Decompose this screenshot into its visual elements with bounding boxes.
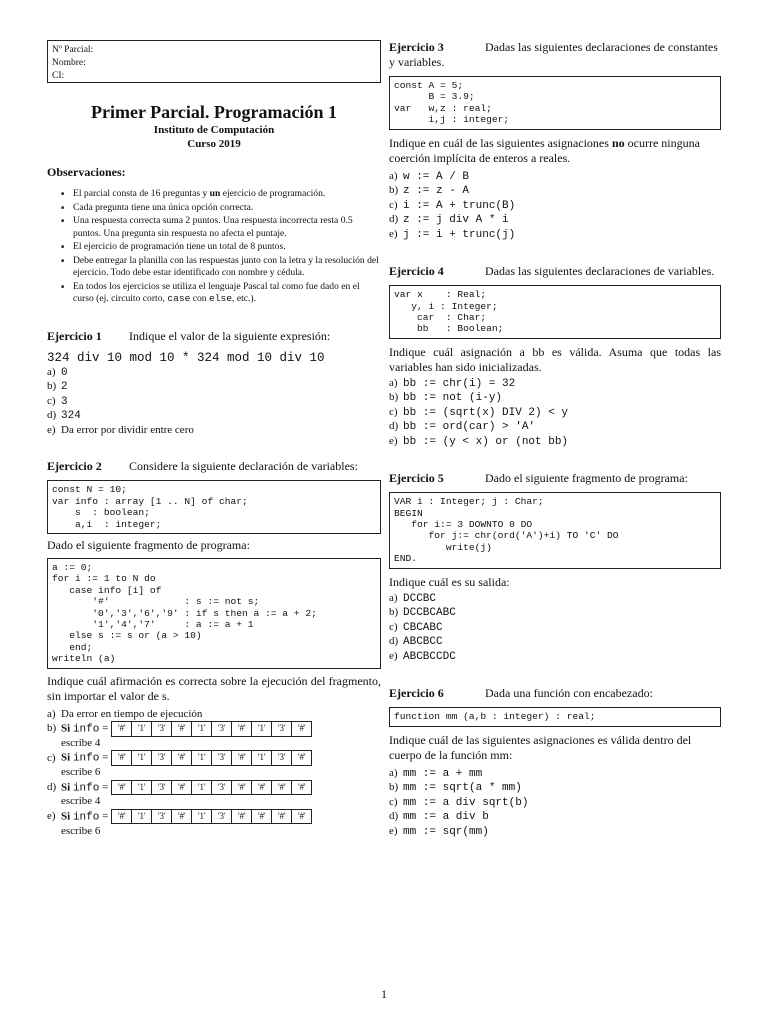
info-array [111,780,312,796]
exercise-2-mid-text: Dado el siguiente fragmento de programa: [47,537,250,552]
option-text: ABCBCC [403,636,443,649]
exam-title: Primer Parcial. Programación 1 [91,102,337,122]
exercise-1-label: Ejercicio 1 [47,328,102,343]
option-label: b) [389,606,399,619]
info-array [111,721,312,737]
option-a: a) Da error en tiempo de ejecución [47,707,203,720]
exercise-2-question: Indique cuál afirmación es correcta sobre la ejecución del fragmento, sin importar el valor de s. [47,673,381,703]
exercise-2-header [47,459,381,474]
option-text: mm := a div b [403,811,489,824]
array-cell: '#' [232,751,252,766]
option-label: e) [389,824,398,837]
option-label: d) [389,420,399,433]
option-text: Da error en tiempo de ejecución [61,707,203,720]
option-item [389,435,721,450]
option-text: 3 [61,395,68,408]
observations-list [47,188,381,305]
option-label: b) [47,380,57,393]
exercise-4-options [389,377,721,450]
array-cell: '1' [132,722,152,737]
info-var: info [72,811,100,824]
option-label: e) [389,434,398,447]
option-label: c) [389,795,398,808]
exercise-6-prompt: Dada una función con encabezado: [485,686,653,701]
exercise-1-expression: 324 div 10 mod 10 * 324 mod 10 div 10 [47,350,325,365]
option-label: d) [47,780,57,793]
option-item [389,213,721,228]
exercise-5-prompt: Dado el siguiente fragmento de programa: [485,471,688,486]
student-info-box [47,40,381,83]
info-array [111,809,312,825]
escribe-word: escribe [61,795,95,808]
si-word: Si [61,810,71,823]
escribe-word: escribe [61,736,95,749]
exam-title-block [47,101,381,151]
array-cell: '3' [212,780,232,795]
option-label: c) [389,405,398,418]
right-column [389,40,721,839]
exercise-3-label: Ejercicio 3 [389,40,444,54]
array-cell: '3' [152,780,172,795]
array-option [47,750,381,766]
observation-item: ■ El ejercicio de programación tiene un total de 8 puntos. [61,241,381,253]
option-label: d) [389,635,399,648]
array-option [47,721,381,737]
option-label: a) [389,591,398,604]
option-label: a) [389,376,398,389]
option-item [389,810,721,825]
si-word: Si [61,722,71,735]
exercise-5-options [389,592,721,665]
array-cell: '#' [232,722,252,737]
array-cell: '3' [272,722,292,737]
option-label: c) [389,620,398,633]
option-item [389,391,721,406]
nombre-field: Nombre: [52,58,86,68]
writes-line [47,766,381,780]
writes-line [47,795,381,809]
option-label: a) [47,365,56,378]
option-item [389,650,721,665]
option-item [47,424,381,438]
exercise-4-prompt: Dadas las siguientes declaraciones de variables. [485,264,715,279]
observation-item: ■ Cada pregunta tiene una única opción correcta. [61,202,381,214]
option-item [389,420,721,435]
option-label: e) [389,227,398,240]
option-text: mm := a div sqrt(b) [403,796,529,809]
parcial-field: Nº Parcial: [52,45,94,55]
option-label: e) [47,423,56,436]
written-value: 6 [94,766,101,779]
option-text: Da error por dividir entre cero [61,423,194,436]
option-text: bb := chr(i) = 32 [403,377,516,390]
array-cell: '1' [192,722,212,737]
exercise-2-declarations: const N = 10; var info : array [1 .. N] of char; s : boolean; a,i : integer; [47,480,381,534]
option-label: e) [389,649,398,662]
institute-name: Instituto de Computación [153,124,275,136]
array-cell: '#' [232,809,252,824]
info-var: info [72,781,100,794]
option-text: mm := a + mm [403,767,483,780]
array-cell: '3' [152,809,172,824]
option-item [47,380,381,395]
exercise-2-code: a := 0; for i := 1 to N do case info [i] of '#' : s := not s; '0','3','6','9' : if s then a := a + 2; '1','4','7' : a := a + 1 else s := s or (a > 10) end; writeln (a) [47,558,381,669]
option-label: b) [389,781,399,794]
observations-heading: Observaciones: [47,165,126,179]
ci-field: CI: [52,71,65,81]
option-item [389,606,721,621]
written-value: 4 [94,795,101,808]
page-number: 1 [381,987,387,1001]
option-label: b) [389,391,399,404]
writes-line [47,737,381,751]
array-cell: '1' [252,722,272,737]
option-item [389,184,721,199]
array-cell: '1' [252,751,272,766]
exercise-2-options [47,708,381,839]
exercise-5-label: Ejercicio 5 [389,471,444,486]
option-label: a) [389,169,398,182]
array-cell: '3' [152,751,172,766]
exercise-5-question: Indique cuál es su salida: [389,574,510,589]
option-item [389,796,721,811]
option-item [47,366,381,381]
option-label: c) [389,198,398,211]
option-item [389,767,721,782]
option-text: z := z - A [403,185,470,198]
array-cell: '1' [192,780,212,795]
observation-item: ■ Una respuesta correcta suma 2 puntos. Una respuesta incorrecta resta 0.5 puntos. Una pregunta sin respuesta no afecta el puntaje. [61,215,381,239]
exercise-6-question: Indique cuál de las siguientes asignaciones es válida dentro del cuerpo de la función mm: [389,732,692,762]
escribe-word: escribe [61,766,95,779]
option-item [47,409,381,424]
option-text: 0 [61,366,68,379]
array-cell: '#' [272,809,292,824]
option-text: ABCBCCDC [403,650,456,663]
array-cell: '1' [132,751,152,766]
array-cell: '3' [212,809,232,824]
writes-line [47,825,381,839]
left-column [47,40,381,838]
exercise-5-header [389,471,721,486]
option-label: b) [47,722,57,735]
option-text: j := i + trunc(j) [403,228,516,241]
written-value: 4 [94,736,101,749]
option-item [389,199,721,214]
option-label: d) [389,213,399,226]
info-var: info [72,723,100,736]
equals: = [102,722,109,735]
exercise-3-question: Indique en cuál de las siguientes asignaciones no ocurre ninguna coerción implícita de enteros a reales. [389,135,700,165]
option-text: 2 [61,381,68,394]
array-option [47,780,381,796]
option-item [389,621,721,636]
option-item [389,406,721,421]
array-cell: '#' [112,722,132,737]
exercise-1-prompt: Indique el valor de la siguiente expresión: [129,328,331,343]
option-text: mm := sqrt(a * mm) [403,782,522,795]
array-cell: '#' [272,780,292,795]
array-option [47,809,381,825]
array-cell: '1' [192,751,212,766]
option-item [389,592,721,607]
exercise-6-header [389,686,721,701]
option-text: mm := sqr(mm) [403,825,489,838]
option-item [389,825,721,840]
option-text: bb := ord(car) > 'A' [403,421,536,434]
exercise-4-header [389,264,721,279]
si-word: Si [61,780,71,793]
option-item [389,781,721,796]
array-cell: '#' [292,722,312,737]
info-array [111,750,312,766]
option-text: w := A / B [403,170,470,183]
array-options [47,721,381,838]
option-label: c) [47,394,56,407]
array-cell: '3' [272,751,292,766]
equals: = [102,810,109,823]
escribe-word: escribe [61,824,95,837]
array-cell: '#' [292,751,312,766]
exercise-2-label: Ejercicio 2 [47,459,102,474]
info-var: info [72,752,100,765]
exercise-3-prompt: Dadas las siguientes declaraciones de constantes y variables. [389,40,718,69]
exercise-3-code: const A = 5; B = 3.9; var w,z : real; i,j : integer; [389,76,721,130]
array-cell: '#' [252,809,272,824]
option-text: CBCABC [403,621,443,634]
option-text: z := j div A * i [403,214,509,227]
exercise-4-code: var x : Real; y, i : Integer; car : Char; bb : Boolean; [389,285,721,339]
option-text: DCCBCABC [403,607,456,620]
exercise-2-prompt: Considere la siguiente declaración de variables: [129,459,358,474]
array-cell: '3' [152,722,172,737]
exercise-6-options [389,767,721,840]
observation-item: ■ En todos los ejercicios se utiliza el lenguaje Pascal tal como fue dado en el curso (ej. circuito corto, case con else, etc.). [61,281,381,305]
option-text: bb := (sqrt(x) DIV 2) < y [403,406,569,419]
array-cell: '#' [112,751,132,766]
option-item [389,170,721,185]
exercise-4-question: Indique cuál asignación a bb es válida. Asuma que todas las variables han sido inicializadas. [389,344,721,374]
exercise-6-code: function mm (a,b : integer) : real; [389,707,721,726]
option-item [389,377,721,392]
option-text: 324 [61,410,81,423]
exercise-1-header [47,329,381,344]
option-label: a) [389,766,398,779]
exercise-6-label: Ejercicio 6 [389,686,444,701]
course-year: Curso 2019 [187,138,241,150]
option-label: d) [47,409,57,422]
option-text: bb := not (i-y) [403,392,503,405]
observation-item: ■ El parcial consta de 16 preguntas y un ejercicio de programación. [61,188,381,200]
option-label: d) [389,810,399,823]
array-cell: '#' [232,780,252,795]
exercise-3-header [389,40,721,70]
option-label: b) [389,184,399,197]
array-cell: '1' [192,809,212,824]
option-text: i := A + trunc(B) [403,199,516,212]
si-word: Si [61,751,71,764]
array-cell: '#' [252,780,272,795]
array-cell: '1' [132,780,152,795]
option-item [389,228,721,243]
array-cell: '1' [132,809,152,824]
option-item [389,635,721,650]
option-text: DCCBC [403,592,437,605]
option-item [47,395,381,410]
exercise-5-code: VAR i : Integer; j : Char; BEGIN for i:= 3 DOWNTO 0 DO for j:= chr(ord('A')+i) TO 'C' DO write(j) END. [389,492,721,568]
array-cell: '#' [172,780,192,795]
equals: = [102,780,109,793]
option-label: c) [47,751,56,764]
array-cell: '#' [112,809,132,824]
observation-item: ■ Debe entregar la planilla con las respuestas junto con la letra y la resolución del ejercicio. Todo debe estar identificado con nombre y cédula. [61,255,381,279]
array-cell: '#' [292,780,312,795]
written-value: 6 [94,824,101,837]
array-cell: '#' [172,809,192,824]
equals: = [102,751,109,764]
exercise-3-options [389,170,721,243]
option-label: e) [47,810,56,823]
option-text: bb := (y < x) or (not bb) [403,435,569,448]
array-cell: '#' [112,780,132,795]
exercise-4-label: Ejercicio 4 [389,264,444,279]
array-cell: '#' [292,809,312,824]
array-cell: '3' [212,751,232,766]
array-cell: '#' [172,722,192,737]
array-cell: '#' [172,751,192,766]
exercise-1-options [47,366,381,438]
array-cell: '3' [212,722,232,737]
